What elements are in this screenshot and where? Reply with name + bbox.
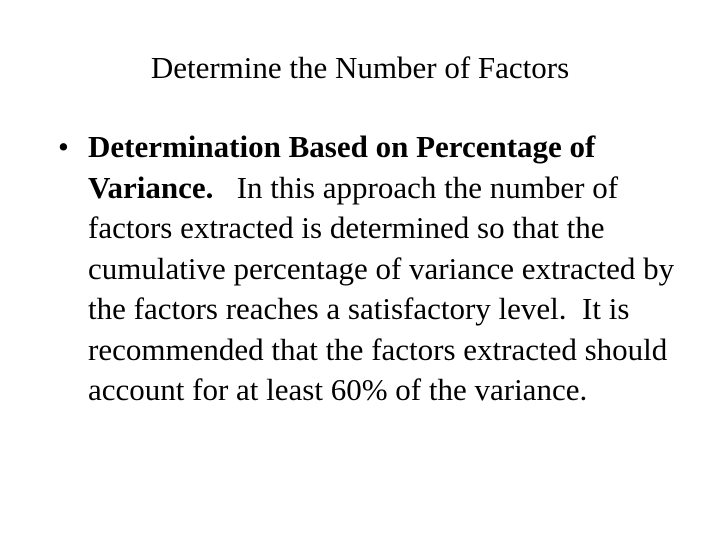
bullet-separator [213,170,236,205]
bullet-list [58,127,688,411]
bullet-heading: Determination Based on Percentage of Variance. [88,129,596,205]
bullet-body-text: In this approach the number of factors extracted is determined so that the cumulative percentage of variance extracted by the factors reaches a satisfactory level. It is recommended that the factors extracted should account for at least 60% of the variance. [88,169,682,407]
slide-title: Determine the Number of Factors [150,50,570,85]
bullet-marker: • [58,129,69,164]
bullet-item [58,127,688,411]
